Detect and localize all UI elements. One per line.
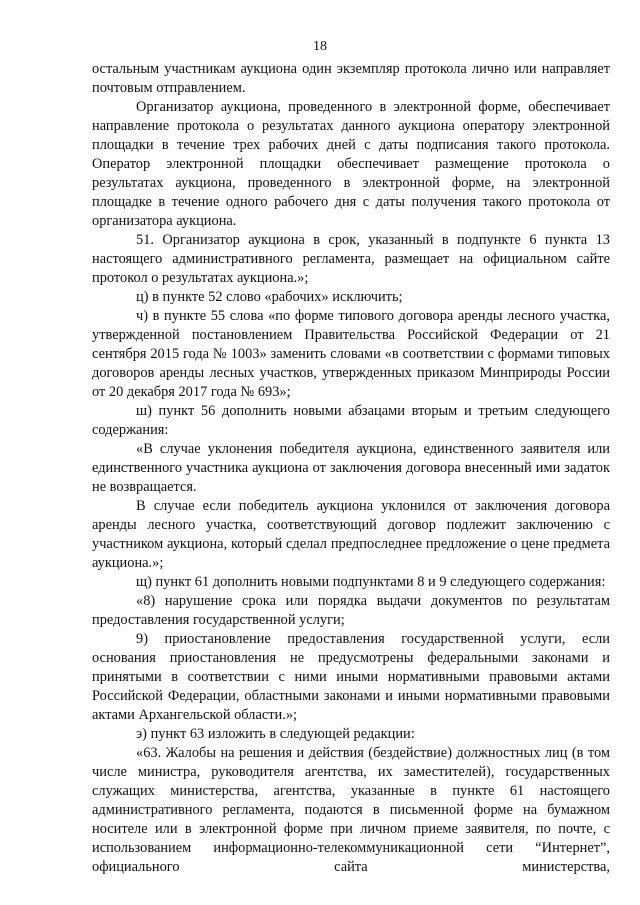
- paragraph-4: ц) в пункте 52 слово «рабочих» исключить;: [136, 289, 403, 305]
- paragraph-9: щ) пункт 61 дополнить новыми подпунктами 8 и 9 следующего содержания:: [136, 574, 606, 590]
- document-body: [92, 60, 610, 877]
- paragraph-7: «В случае уклонения победителя аукциона, единственного заявителя или единственного участника аукциона от заключения договора внесенный ими задаток не возвращается.: [92, 441, 610, 495]
- page-number: 18: [313, 39, 327, 54]
- paragraph-11: 9) приостановление предоставления государственной услуги, если основания приостановления не предусмотрены федеральными законами и принятыми в соответствии с ними иными нормативными правовыми актами Российской Федерации, областными законами и иными нормативными правовыми актами Архангельской области.»;: [92, 631, 610, 723]
- paragraph-13: «63. Жалобы на решения и действия (бездействие) должностных лиц (в том числе министра, руководителя агентства, их заместителей), государственных служащих министерства, агентства, указанные в пункте 61 настоящего административного регламента, подаются в письменной форме на бумажном носителе или в электронной форме при личном приеме заявителя, по почте, с использованием информационно-телекоммуникационной сети “Интернет”, официального сайта министерства,: [92, 745, 610, 875]
- paragraph-10: «8) нарушение срока или порядка выдачи документов по результатам предоставления государственной услуги;: [92, 593, 610, 628]
- paragraph-2: Организатор аукциона, проведенного в электронной форме, обеспечивает направление протокола о результатах данного аукциона оператору электронной площадки в течение трех рабочих дней с даты подписания такого протокола. Оператор электронной площадки обеспечивает размещение протокола о результатах аукциона, проведенного в электронной форме, на электронной площадке в течение одного рабочего дня с даты получения такого протокола от организатора аукциона.: [92, 99, 610, 229]
- paragraph-1: остальным участникам аукциона один экземпляр протокола лично или направляет почтовым отправлением.: [92, 61, 610, 96]
- paragraph-6: ш) пункт 56 дополнить новыми абзацами вторым и третьим следующего содержания:: [92, 403, 610, 438]
- paragraph-5: ч) в пункте 55 слова «по форме типового договора аренды лесного участка, утвержденной постановлением Правительства Российской Федерации от 21 сентября 2015 года № 1003» заменить словами «в соответствии с формами типовых договоров аренды лесных участков, утвержденных приказом Минприроды России от 20 декабря 2017 года № 693»;: [92, 308, 610, 400]
- paragraph-3: 51. Организатор аукциона в срок, указанный в подпункте 6 пункта 13 настоящего административного регламента, размещает на официальном сайте протокол о результатах аукциона.»;: [92, 232, 610, 286]
- paragraph-8: В случае если победитель аукциона уклонился от заключения договора аренды лесного участка, соответствующий договор подлежит заключению с участником аукциона, который сделал предпоследнее предложение о цене предмета аукциона.»;: [92, 498, 610, 571]
- paragraph-12: э) пункт 63 изложить в следующей редакции:: [136, 726, 415, 742]
